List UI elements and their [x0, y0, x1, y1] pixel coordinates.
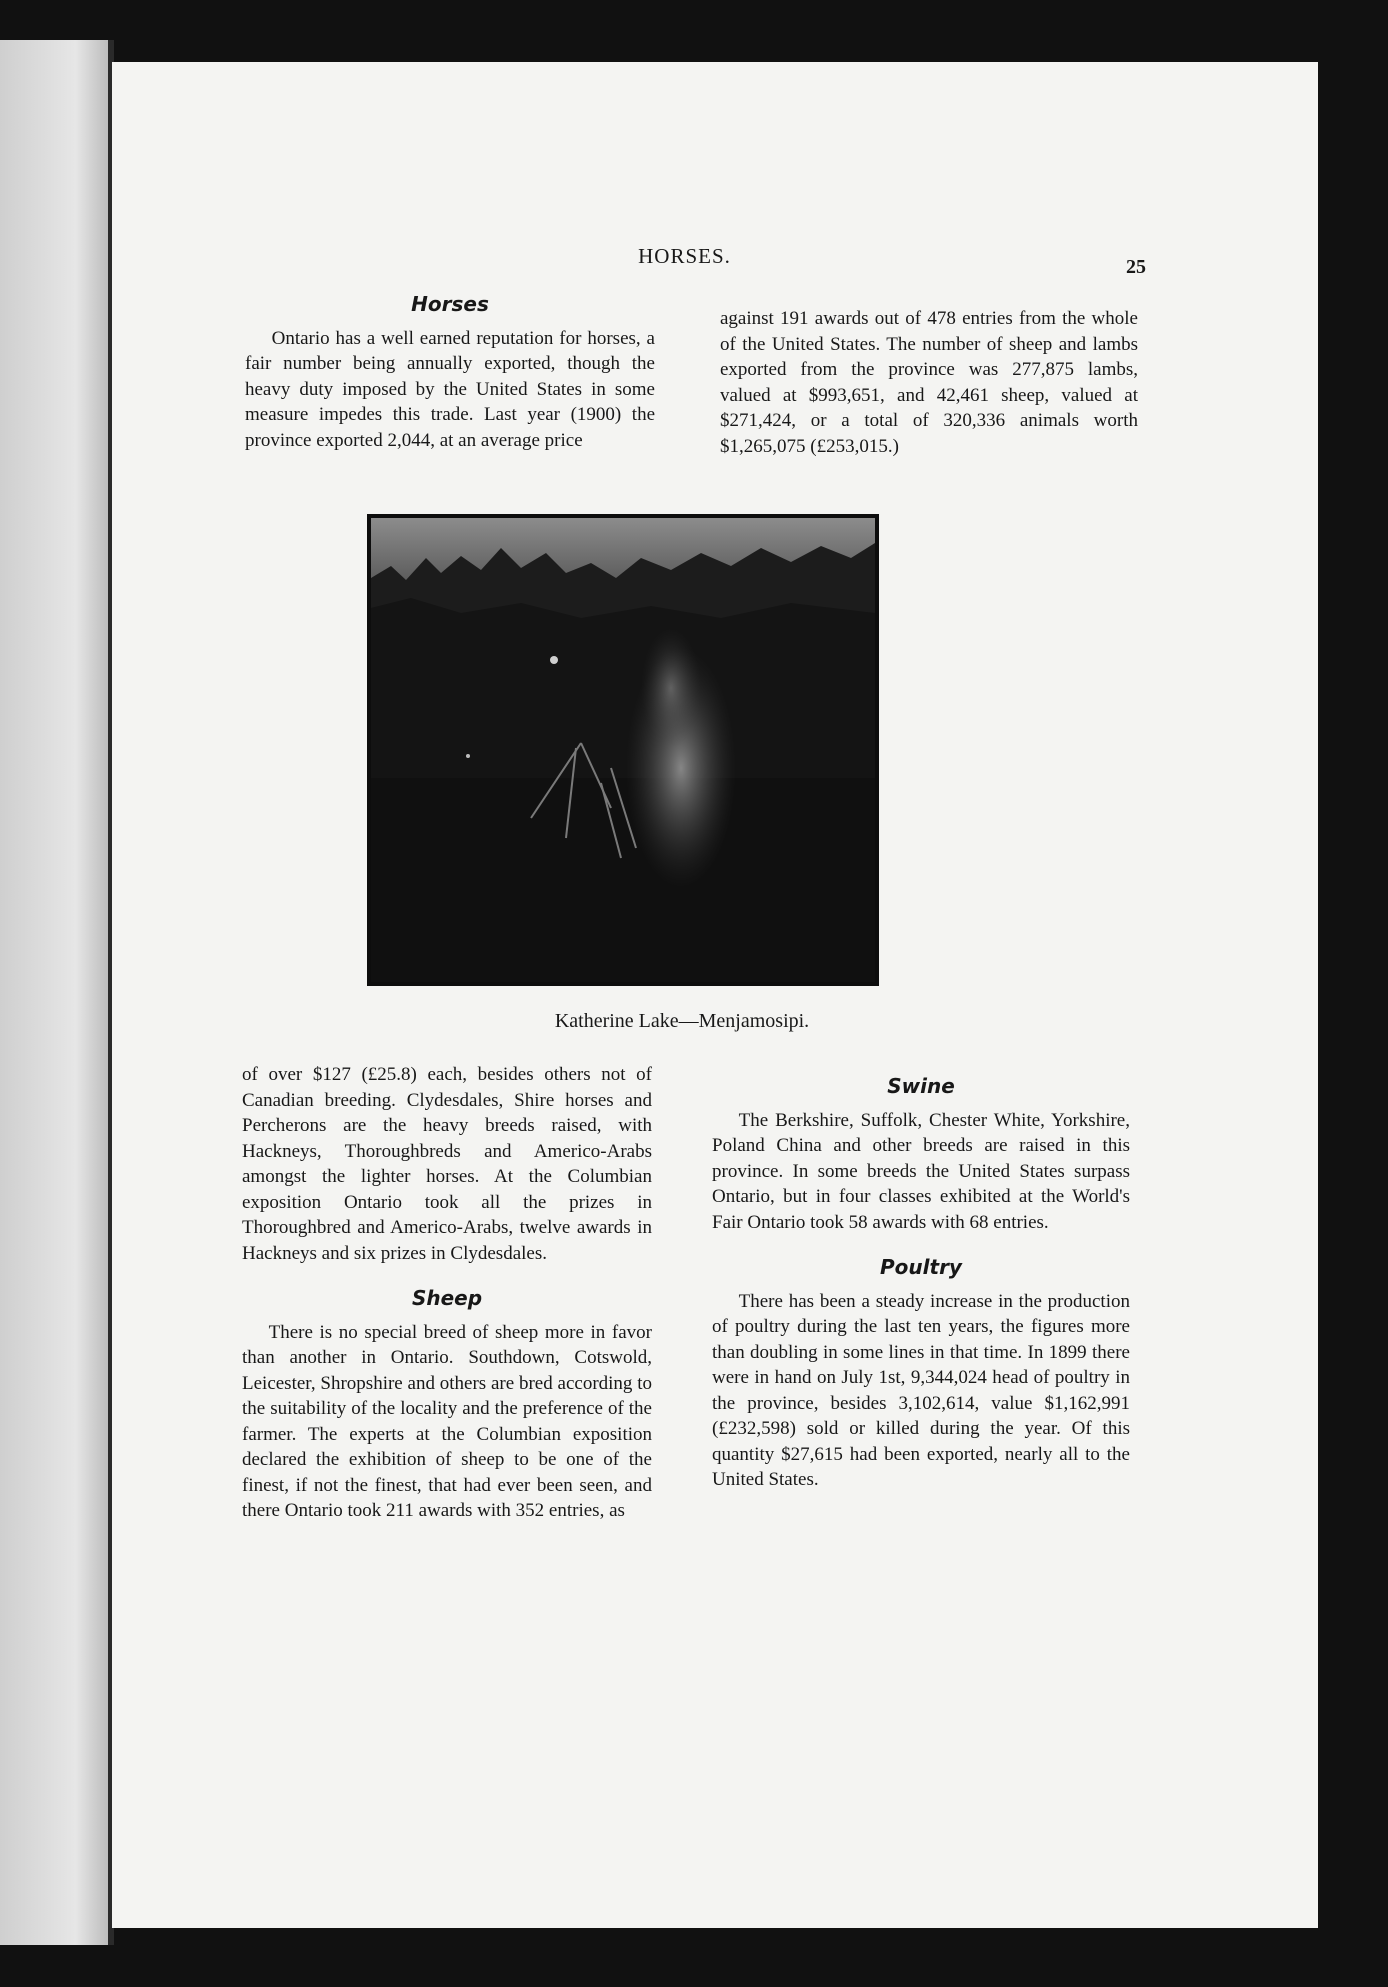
horses-continued-section: [242, 1062, 652, 1524]
sheep-continued-section: [720, 306, 1138, 459]
horses-paragraph-start: Ontario has a well earned reputation for horses, a fair number being annually exported, though the heavy duty imposed by the United States in some measure impedes this trade. Last year (1900) the province exported 2,044, at an average price: [245, 327, 655, 451]
book-page: [112, 62, 1318, 1928]
lake-photo-image: [371, 518, 875, 982]
sheep-heading: Sheep: [411, 1286, 483, 1310]
photo-caption: Katherine Lake—Menjamosipi.: [554, 1010, 810, 1032]
facing-page-edge: [0, 40, 108, 1945]
poultry-paragraph: There has been a steady increase in the production of poultry during the last ten years, the figures more than doubling in some lines in that time. In 1899 there were in hand on July 1st, 9,344,024 head of poultry in the province, besides 3,102,614, value $1,162,991 (£232,598) sold or killed during the year. Of this quantity $27,615 had been exported, nearly all to the United States.: [712, 1290, 1130, 1490]
horses-paragraph-end: of over $127 (£25.8) each, besides others not of Canadian breeding. Clydesdales, Shire horses and Percherons are the heavy breeds raised, with Hackneys, Thoroughbreds and Americo-Arabs amongst the lighter horses. At the Columbian exposition Ontario took all the prizes in Thoroughbred and Americo-Arabs, twelve awards in Hackneys and six prizes in Clydesdales.: [242, 1064, 652, 1264]
sheep-paragraph: There is no special breed of sheep more in favor than another in Ontario. Southdown, Cotswold, Leicester, Shropshire and others are bred according to the suitability of the locality and the preference of the farmer. The experts at the Columbian exposition declared the exhibition of sheep to be one of the finest, if not the finest, that had ever been seen, and there Ontario took 211 awards with 352 entries, as: [242, 1321, 652, 1521]
poultry-heading: Poultry: [880, 1255, 962, 1279]
sheep-continued-paragraph: against 191 awards out of 478 entries from the whole of the United States. The number of sheep and lambs exported from the province was 277,875 lambs, valued at $993,651, and 42,461 sheep, valued at $271,424, or a total of 320,336 animals worth $1,265,075 (£253,015.): [720, 308, 1138, 457]
swine-poultry-section: [712, 1074, 1130, 1493]
lake-photograph: [367, 514, 879, 986]
running-head: HORSES.: [638, 244, 731, 268]
page-number: 25: [1126, 256, 1146, 278]
swine-paragraph: The Berkshire, Suffolk, Chester White, Yorkshire, Poland China and other breeds are raised in this province. In some breeds the United States surpass Ontario, but in four classes exhibited at the World's Fair Ontario took 58 awards with 68 entries.: [712, 1109, 1130, 1233]
horses-heading: Horses: [411, 292, 489, 316]
swine-heading: Swine: [887, 1074, 955, 1098]
horses-section: [245, 292, 655, 453]
